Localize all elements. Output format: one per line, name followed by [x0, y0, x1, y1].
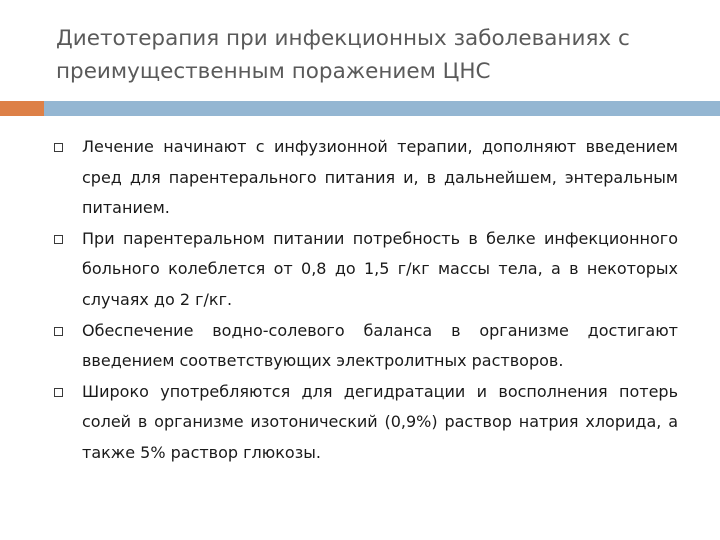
hollow-square-bullet-icon	[54, 143, 63, 152]
title-divider-orange	[0, 101, 44, 116]
bullet-item	[54, 316, 678, 377]
hollow-square-bullet-icon	[54, 388, 63, 397]
bullet-text: Обеспечение водно-солевого баланса в организме достигают введением соответствующих электролитных растворов.	[82, 320, 678, 371]
bullet-item	[54, 224, 678, 316]
hollow-square-bullet-icon	[54, 327, 63, 336]
hollow-square-bullet-icon	[54, 235, 63, 244]
bullet-text: Лечение начинают с инфузионной терапии, дополняют введением сред для парентерального питания и, в дальнейшем, энтеральным питанием.	[82, 137, 678, 218]
bullet-item	[54, 132, 678, 224]
bullet-list	[54, 132, 678, 469]
bullet-item	[54, 377, 678, 469]
title-divider-blue	[44, 101, 720, 116]
bullet-text: Широко употребляются для дегидратации и восполнения потерь солей в организме изотонический (0,9%) раствор натрия хлорида, а также 5% раствор глюкозы.	[82, 381, 678, 462]
bullet-text: При парентеральном питании потребность в белке инфекционного больного колеблется от 0,8 до 1,5 г/кг массы тела, а в некоторых случаях до 2 г/кг.	[82, 228, 678, 309]
slide-title: Диетотерапия при инфекционных заболеваниях с преимущественным поражением ЦНС	[56, 26, 630, 84]
